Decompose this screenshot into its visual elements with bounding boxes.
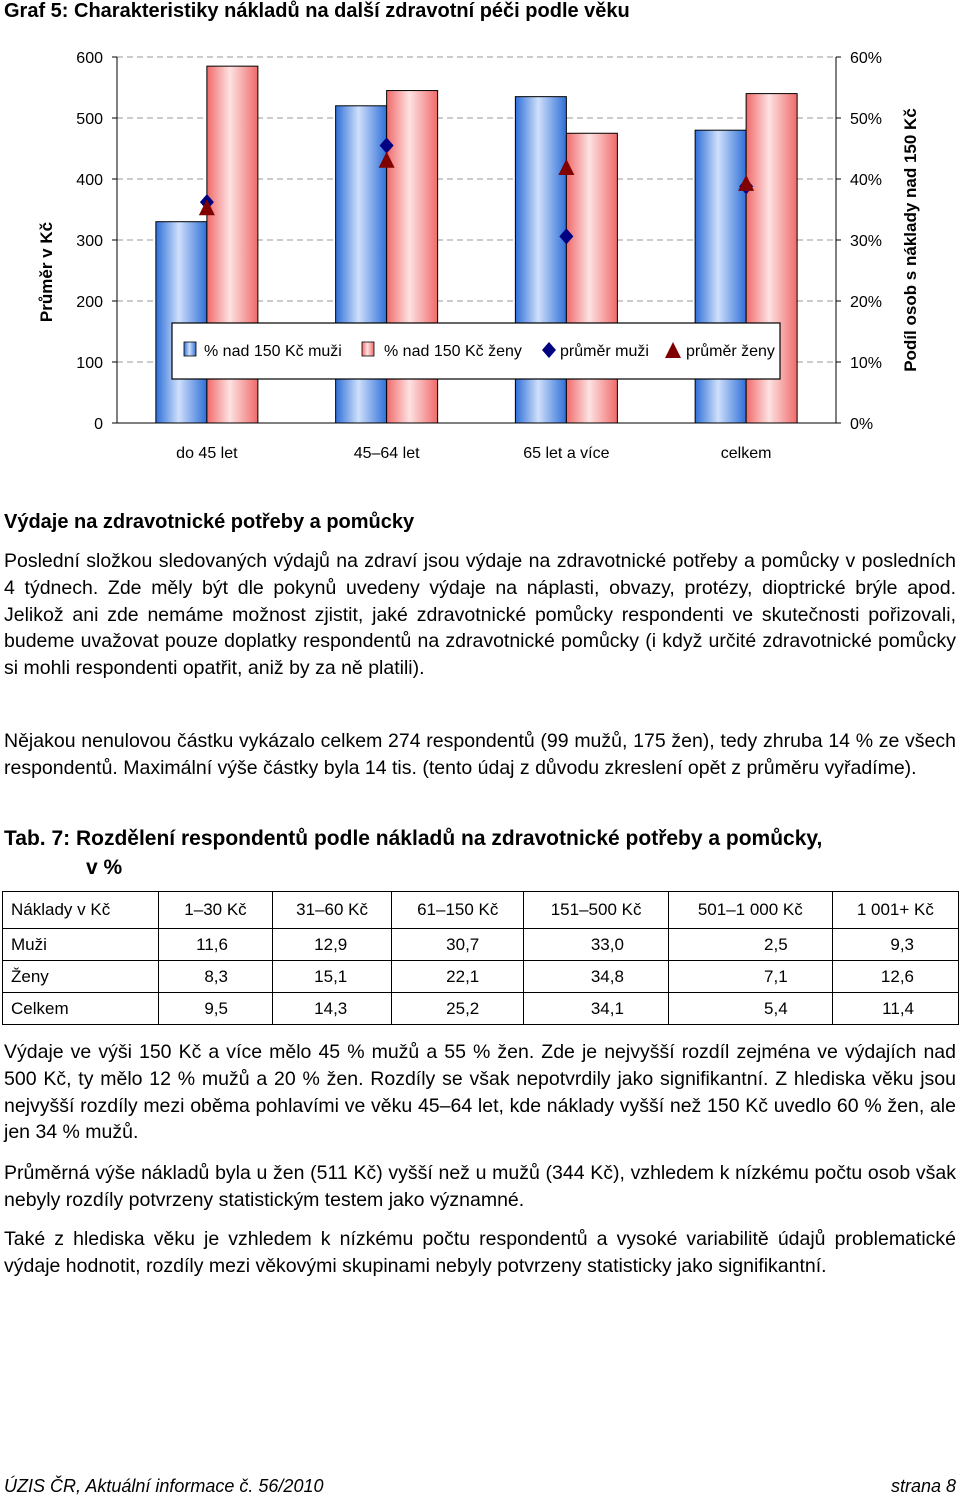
right-tick-label: 0% bbox=[850, 416, 874, 433]
table-header-cell: 501–1 000 Kč bbox=[668, 892, 832, 929]
table-cell: 12,6 bbox=[832, 961, 958, 993]
right-tick-label: 50% bbox=[850, 111, 883, 128]
table-cell: 9,3 bbox=[832, 929, 958, 961]
table-row bbox=[3, 929, 959, 961]
left-tick-label: 600 bbox=[76, 50, 103, 67]
right-tick-label: 30% bbox=[850, 233, 883, 250]
table-cell: 8,3 bbox=[159, 961, 273, 993]
left-tick-label: 300 bbox=[76, 233, 103, 250]
legend-swatch-women bbox=[362, 342, 374, 356]
bar-chart bbox=[0, 34, 960, 474]
table-cell: 14,3 bbox=[272, 993, 391, 1025]
section-heading: Výdaje na zdravotnické potřeby a pomůcky bbox=[4, 511, 415, 533]
legend-label-women-average: průměr ženy bbox=[686, 343, 775, 360]
left-tick-label: 200 bbox=[76, 294, 103, 311]
bar-men-over-150 bbox=[156, 222, 207, 423]
right-tick-label: 60% bbox=[850, 50, 883, 67]
table-cell: 12,9 bbox=[272, 929, 391, 961]
table-header-cell: 1–30 Kč bbox=[159, 892, 273, 929]
table-header-cell: 61–150 Kč bbox=[392, 892, 524, 929]
paragraph-2: Nějakou nenulovou částku vykázalo celkem 274 respondentů (99 mužů, 175 žen), tedy zhruba 14 % ze všech respondentů. Maximální výše částky byla 14 tis. (tento údaj z důvodu zkreslení opět z průměru vyřadíme). bbox=[4, 730, 956, 779]
left-tick-label: 0 bbox=[94, 416, 103, 433]
table-cell: 11,4 bbox=[832, 993, 958, 1025]
table-cell: 34,1 bbox=[524, 993, 669, 1025]
left-tick-label: 100 bbox=[76, 355, 103, 372]
paragraph-1: Poslední složkou sledovaných výdajů na zdraví jsou výdaje na zdravotnické potřeby a pomůcky v posledních 4 týdnech. Zde měly být dle pokynů uvedeny výdaje na náplasti, obvazy, protézy, dioptrické brýle apod. Jelikož ani zde nemáme možnost zjistit, jaké zdravotnické pomůcky respondenti ve skutečnosti pořizovali, budeme uvažovat pouze doplatky respondentů na zdravotnické pomůcky (i když určité zdravotnické pomůcky si mohli respondenti opatřit, aniž by za ně platili). bbox=[4, 550, 956, 680]
table-header-cell: 151–500 Kč bbox=[524, 892, 669, 929]
table-cell: 7,1 bbox=[668, 961, 832, 993]
footer-page-number: strana 8 bbox=[890, 1476, 956, 1496]
legend-label-men-bars: % nad 150 Kč muži bbox=[204, 343, 342, 360]
cost-distribution-table bbox=[2, 891, 959, 1025]
table-cell: 25,2 bbox=[392, 993, 524, 1025]
table-row bbox=[3, 993, 959, 1025]
table-cell: 2,5 bbox=[668, 929, 832, 961]
table-cell: 15,1 bbox=[272, 961, 391, 993]
row-label: Muži bbox=[3, 929, 159, 961]
table-cell: 5,4 bbox=[668, 993, 832, 1025]
category-label: celkem bbox=[720, 445, 772, 462]
table-cell: 22,1 bbox=[392, 961, 524, 993]
table-title-line1: Tab. 7: Rozdělení respondentů podle nákladů na zdravotnické potřeby a pomůcky, bbox=[4, 827, 823, 850]
figure-title: Graf 5: Charakteristiky nákladů na další zdravotní péči podle věku bbox=[4, 0, 630, 22]
table-header-cell: Náklady v Kč bbox=[3, 892, 159, 929]
table-header-row bbox=[3, 892, 959, 929]
table-header-cell: 1 001+ Kč bbox=[832, 892, 958, 929]
legend bbox=[172, 323, 780, 379]
category-label: 45–64 let bbox=[353, 445, 420, 462]
left-tick-label: 400 bbox=[76, 172, 103, 189]
table-header-cell: 31–60 Kč bbox=[272, 892, 391, 929]
legend-label-men-average: průměr muži bbox=[560, 343, 649, 360]
footer-source: ÚZIS ČR, Aktuální informace č. 56/2010 bbox=[4, 1476, 324, 1496]
table-title bbox=[4, 824, 956, 882]
right-axis-title: Podíl osob s náklady nad 150 Kč bbox=[901, 108, 920, 372]
row-label: Ženy bbox=[3, 961, 159, 993]
paragraph-4: Průměrná výše nákladů byla u žen (511 Kč) vyšší než u mužů (344 Kč), vzhledem k nízkému počtu osob však nebyly rozdíly potvrzeny statistickým testem jako významné. bbox=[4, 1162, 956, 1211]
paragraph-3: Výdaje ve výši 150 Kč a více mělo 45 % mužů a 55 % žen. Zde je nejvyšší rozdíl zejména ve výdajích nad 500 Kč, ty mělo 12 % mužů a 20 % žen. Rozdíly se však nepotvrdily jako signifikantní. Z hlediska věku jsou nejvyšší rozdíly mezi oběma pohlavími ve věku 45–64 let, kde náklady vyšší než 150 Kč uvedlo 60 % žen, ale jen 34 % mužů. bbox=[4, 1041, 956, 1144]
table-cell: 11,6 bbox=[159, 929, 273, 961]
legend-swatch-men bbox=[184, 342, 196, 356]
row-label: Celkem bbox=[3, 993, 159, 1025]
table-cell: 30,7 bbox=[392, 929, 524, 961]
table-row bbox=[3, 961, 959, 993]
paragraph-5: Také z hlediska věku je vzhledem k nízkému počtu respondentů a vysoké variabilitě údajů problematické výdaje hodnotit, rozdíly mezi věkovými skupinami nebyly potvrzeny statisticky jako signifikantní. bbox=[4, 1228, 956, 1277]
legend-label-women-bars: % nad 150 Kč ženy bbox=[384, 343, 522, 360]
left-tick-label: 500 bbox=[76, 111, 103, 128]
category-label: do 45 let bbox=[176, 445, 238, 462]
markers bbox=[199, 137, 754, 244]
right-tick-label: 40% bbox=[850, 172, 883, 189]
left-axis-title: Průměr v Kč bbox=[37, 221, 56, 323]
right-tick-label: 10% bbox=[850, 355, 883, 372]
table-title-line2: v % bbox=[86, 856, 123, 879]
right-tick-label: 20% bbox=[850, 294, 883, 311]
table-cell: 34,8 bbox=[524, 961, 669, 993]
table-cell: 33,0 bbox=[524, 929, 669, 961]
table-cell: 9,5 bbox=[159, 993, 273, 1025]
category-label: 65 let a více bbox=[523, 445, 610, 462]
